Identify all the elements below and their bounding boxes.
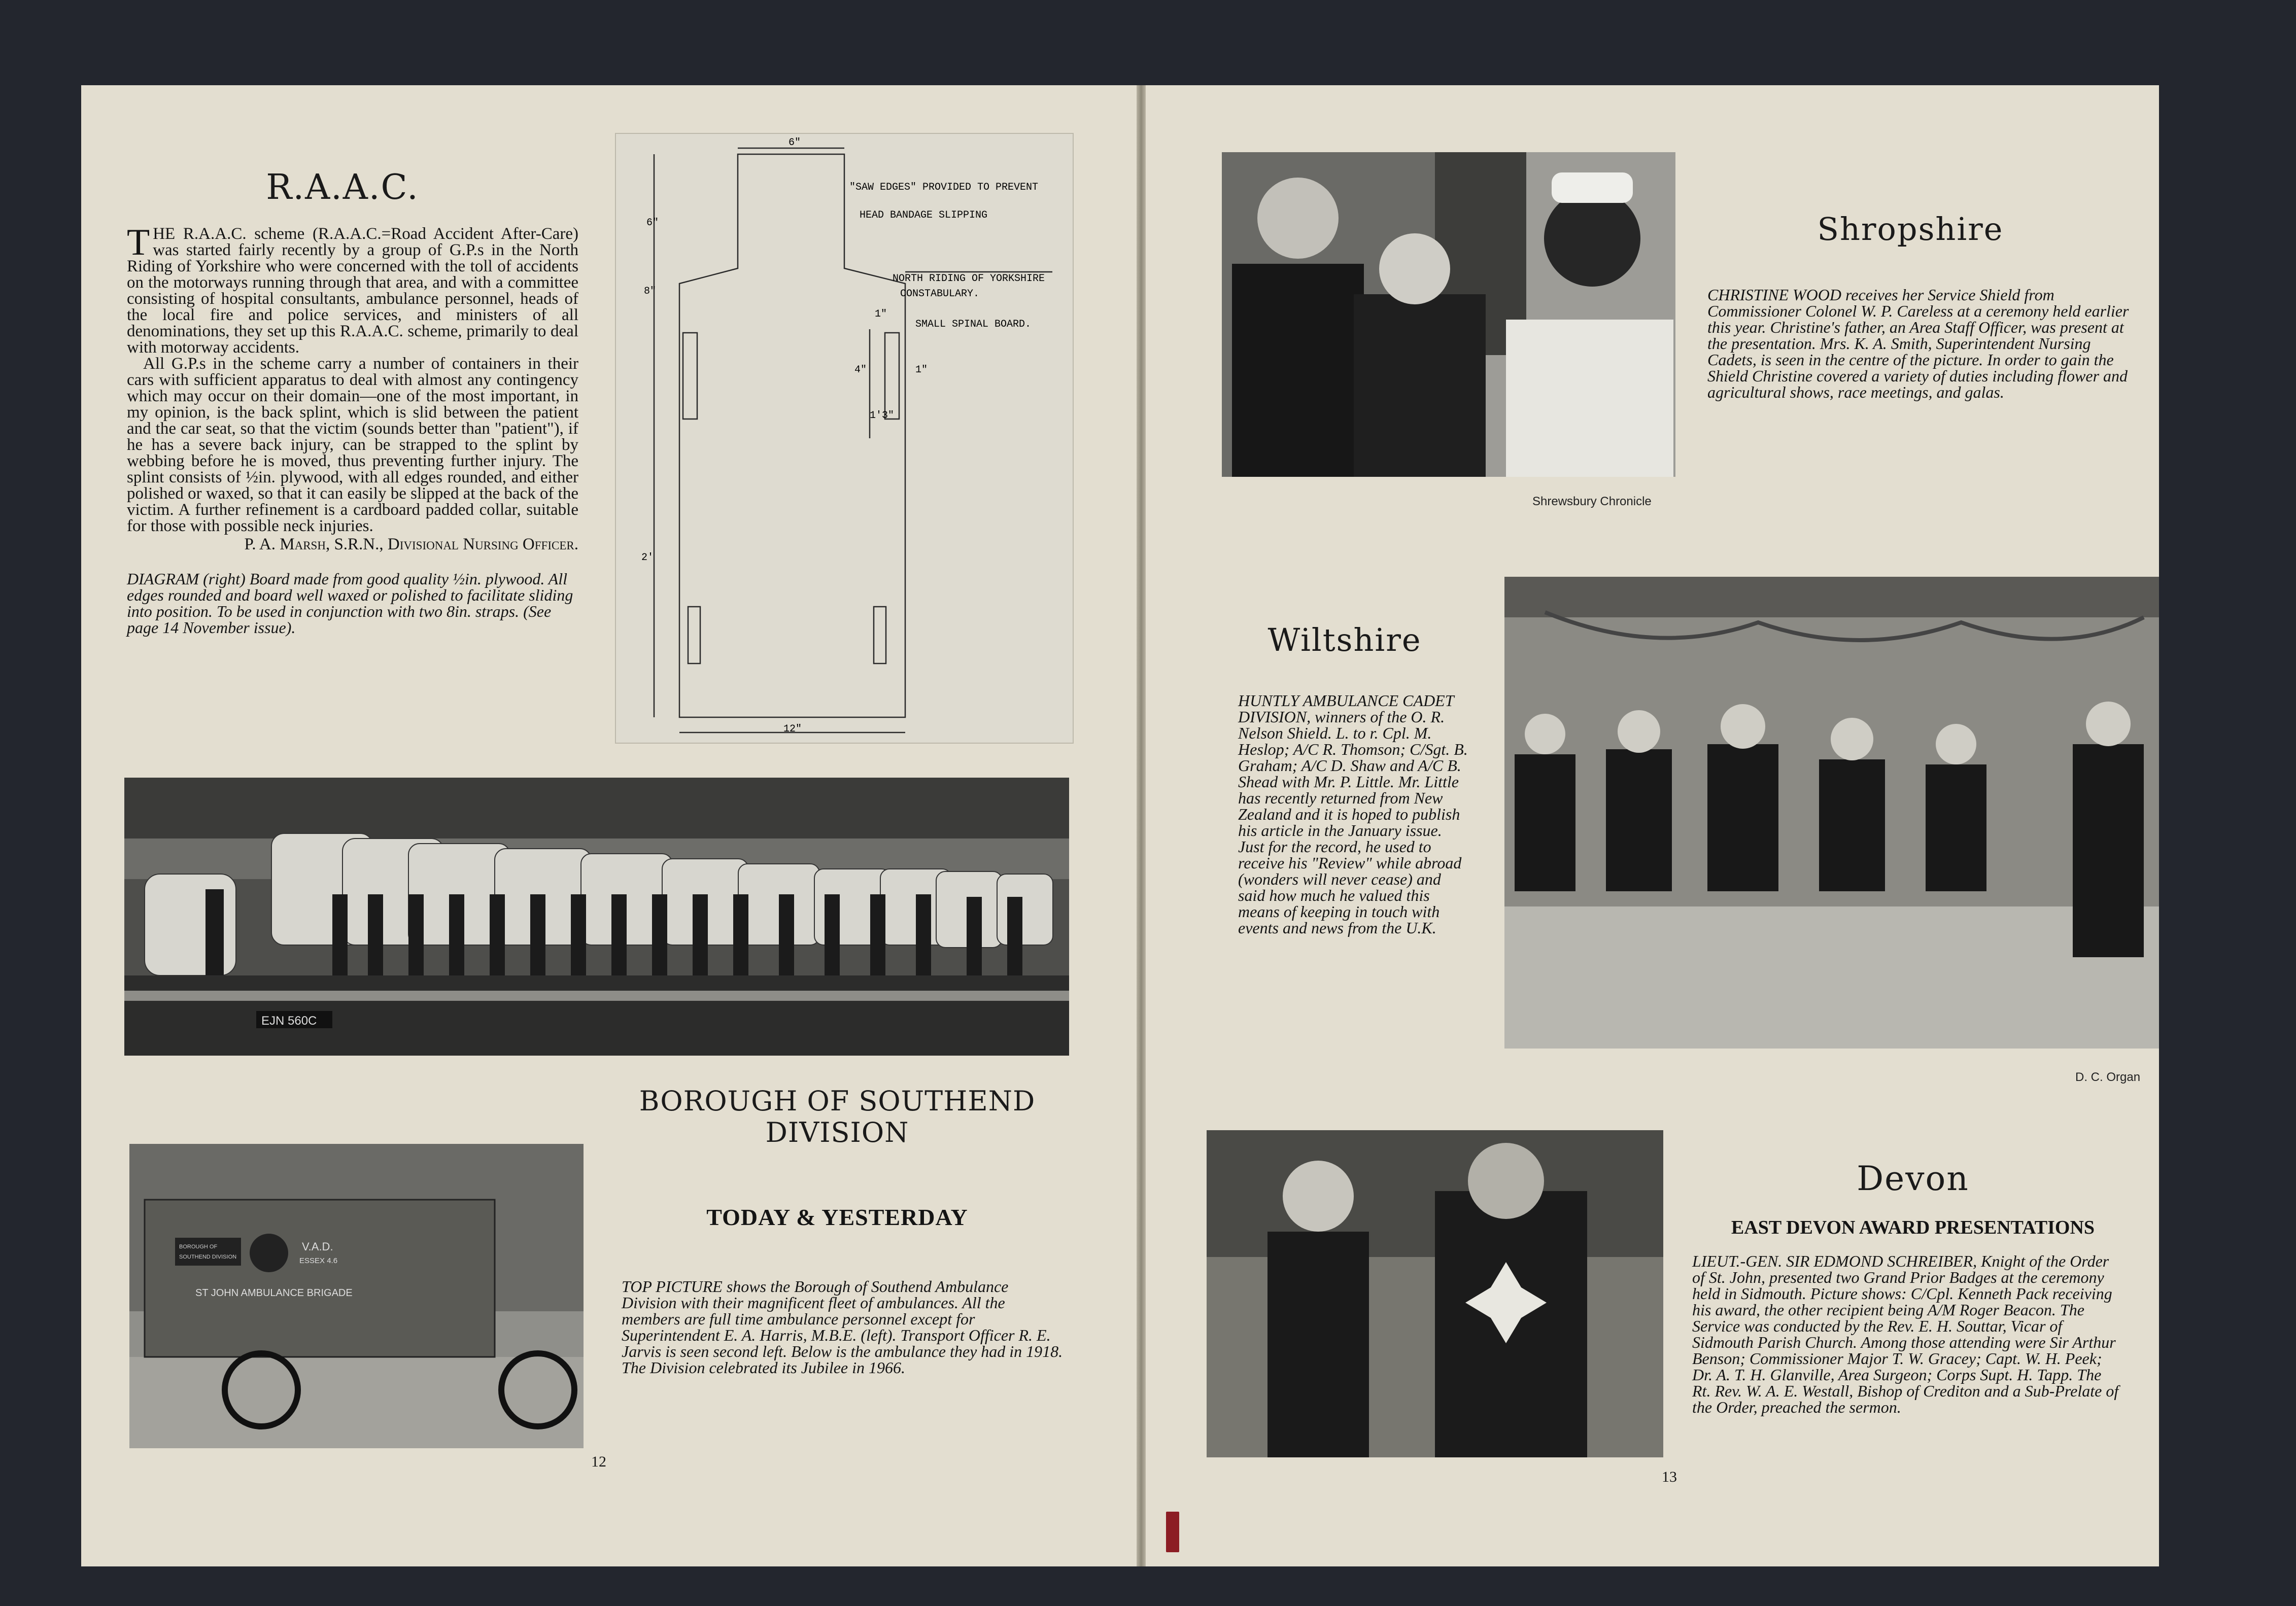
diagram-note-3: NORTH RIDING OF YORKSHIRE xyxy=(893,273,1045,285)
dim-small-label-4: 1'3" xyxy=(870,410,895,422)
spinal-board-diagram xyxy=(615,133,1074,744)
wiltshire-title: Wiltshire xyxy=(1267,621,1422,658)
page-number-right: 13 xyxy=(1662,1469,1677,1485)
southend-fleet-photo xyxy=(124,778,1069,1056)
southend-caption: TOP PICTURE shows the Borough of Southend Ambulance Division with their magnificent fleet of ambulances. All the members are full time ambulance personnel except for Superintendent E. A. Harris, M.B.E. (left). Transport Officer R. E. Jarvis is seen second left. Below is the ambulance they had in 1918. The Division celebrated its Jubilee in 1966. xyxy=(622,1277,1063,1377)
dim-small-label-1: 1" xyxy=(875,308,887,320)
dim-top-label: 6" xyxy=(789,137,801,149)
truck-side-text: ST JOHN AMBULANCE BRIGADE xyxy=(195,1287,353,1299)
raac-dropcap: T xyxy=(127,222,150,263)
raac-article xyxy=(127,222,578,637)
devon-photo xyxy=(1207,1130,1663,1457)
wiltshire-photo xyxy=(1504,577,2159,1049)
wiltshire-photo-image xyxy=(1504,577,2159,1049)
devon-title: Devon xyxy=(1857,1159,1969,1198)
shropshire-caption: CHRISTINE WOOD receives her Service Shield from Commissioner Colonel W. P. Careless at a ceremony held earlier this year. Christine's father, an Area Staff Officer, was present at the presentation. Mrs. K. A. Smith, Superintendent Nursing Cadets, is seen in the centre of the picture. In order to gain the Shield Christine covered a variety of duties including flower and agricultural shows, race meetings, and galas. xyxy=(1707,286,2129,401)
southend-title-line-1: BOROUGH OF SOUTHEND xyxy=(639,1085,1036,1117)
raac-diagram-caption: DIAGRAM (right) Board made from good quality ½in. plywood. All edges rounded and board well waxed or polished to facilitate sliding into position. To be used in conjunction with two 8in. straps. (See page 14 November issue). xyxy=(127,570,573,637)
dim-small-label-3: 1" xyxy=(915,364,928,376)
dim-side-label-3: 2' xyxy=(641,552,654,564)
devon-photo-image xyxy=(1207,1130,1663,1457)
diagram-note-2: HEAD BANDAGE SLIPPING xyxy=(860,210,988,221)
diagram-note-4: CONSTABULARY. xyxy=(900,288,980,300)
devon-caption: LIEUT.-GEN. SIR EDMOND SCHREIBER, Knight of the Order of St. John, presented two Grand Prior Badges at the ceremony held in Sidmouth. Picture shows: C/Cpl. Kenneth Pack receiving his award, the other recipient being A/M Roger Beacon. The Service was conducted by the Rev. E. H. Souttar, Vicar of Sidmouth Parish Church. Among those attending were Sir Arthur Benson; Commissioner Major T. W. Gracey; Capt. W. H. Peek; Dr. A. T. H. Glanville, Area Surgeon; Corps Supt. H. Tapp. The Rt. Rev. W. A. E. Westall, Bishop of Crediton and a Sub-Prelate of the Order, preached the sermon. xyxy=(1692,1252,2119,1416)
raac-paragraph-2: All G.P.s in the scheme carry a number of containers in their cars with sufficient apparatus to deal with almost any contingency which may occur on their domain—one of the most important, in my opinion, is the back splint, which is slid between the patient and the car seat, so that the victim (sounds better than "patient"), if he has a severe back injury, can be strapped to the splint by webbing before he is moved, thus preventing further injury. The splint consists of ½in. plywood, with all edges rounded, and either polished or waxed, so that it can easily be slipped at the back of the victim. A further refinement is a cardboard padded collar, suitable for those with possible neck injuries. xyxy=(127,355,578,535)
raac-signature: P. A. Marsh, S.R.N., Divisional Nursing Officer. xyxy=(244,535,578,553)
wiltshire-caption: HUNTLY AMBULANCE CADET DIVISION, winners of the O. R. Nelson Shield. L. to r. Cpl. M. Heslop; A/C R. Thomson; C/Sgt. B. Graham; A/C D. Shaw and A/C B. Shead with Mr. P. Little. Mr. Little has recently returned from New Zealand and it is hoped to publish his article in the January issue. Just for the record, he used to receive his "Review" while abroad (wonders will never cease) and said how much he valued this means of keeping in touch with events and news from the U.K. xyxy=(1238,691,1468,937)
shropshire-credit: Shrewsbury Chronicle xyxy=(1532,495,1652,508)
dim-side-label-2: 8" xyxy=(644,286,657,297)
dim-side-label-1: 6" xyxy=(646,217,659,229)
devon-subtitle: EAST DEVON AWARD PRESENTATIONS xyxy=(1731,1217,2095,1238)
binding-ribbon xyxy=(1166,1512,1179,1552)
shropshire-photo xyxy=(1222,152,1675,477)
raac-title: R.A.A.C. xyxy=(266,167,419,207)
truck-vad-text: V.A.D. xyxy=(302,1240,333,1253)
southend-subtitle: TODAY & YESTERDAY xyxy=(706,1204,968,1230)
diagram-note-1: "SAW EDGES" PROVIDED TO PREVENT xyxy=(849,182,1039,193)
page-number-left: 12 xyxy=(591,1453,606,1470)
truck-photo-image xyxy=(129,1144,584,1448)
fleet-plate: EJN 560C xyxy=(261,1014,317,1028)
truck-panel-text-1: BOROUGH OF xyxy=(179,1244,218,1250)
shropshire-title: Shropshire xyxy=(1817,211,2004,248)
shropshire-photo-image xyxy=(1222,152,1675,477)
wiltshire-credit: D. C. Organ xyxy=(2075,1070,2141,1084)
truck-essex-text: ESSEX 4.6 xyxy=(299,1256,338,1265)
spine xyxy=(1137,85,1146,1566)
southend-title xyxy=(604,1086,1071,1148)
dim-small-label-2: 4" xyxy=(854,364,867,376)
spinal-board-drawing xyxy=(616,134,1073,743)
fleet-photo-image xyxy=(124,778,1069,1056)
southend-title-line-2: DIVISION xyxy=(765,1116,909,1148)
truck-panel-text-2: SOUTHEND DIVISION xyxy=(179,1254,237,1260)
dim-bottom-label: 12" xyxy=(783,723,802,735)
raac-paragraph-1: HE R.A.A.C. scheme (R.A.A.C.=Road Accident After-Care) was started fairly recently by a group of G.P.s in the North Riding of Yorkshire who were concerned with the toll of accidents on the motorways running through that area, and with a committee consisting of hospital consultants, ambulance personnel, heads of the local fire and police services, and ministers of all denominations, they set up this R.A.A.C. scheme, primarily to deal with motorway accidents. xyxy=(127,225,578,357)
southend-1918-ambulance-photo xyxy=(129,1144,584,1448)
diagram-note-5: SMALL SPINAL BOARD. xyxy=(915,319,1032,330)
